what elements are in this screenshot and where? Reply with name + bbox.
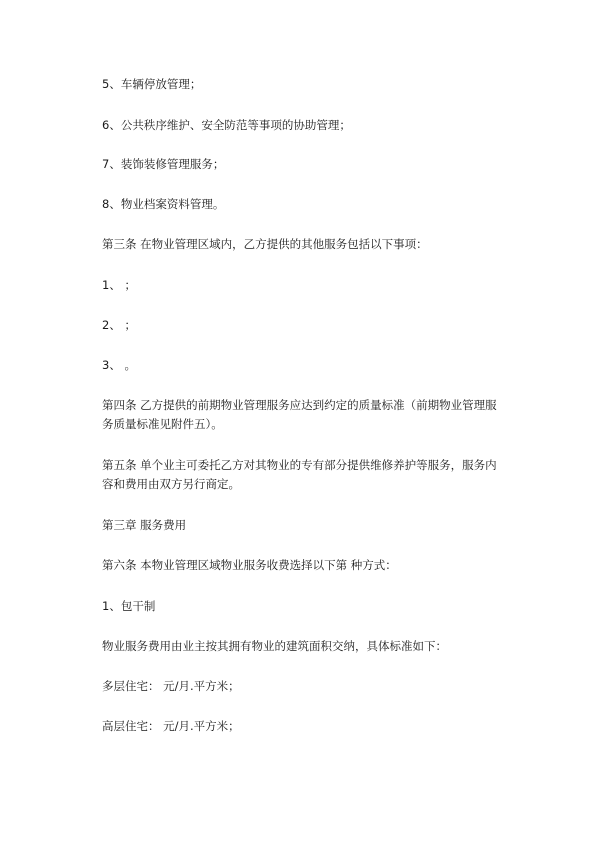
fee-multi-storey: 多层住宅： 元/月.平方米； [102, 679, 240, 693]
blank-item-2: 2、 ； [102, 318, 136, 332]
article-4: 第四条 乙方提供的前期物业管理服务应达到约定的质量标准（前期物业管理服务质量标准见附件五）。 [102, 398, 497, 431]
article-5: 第五条 单个业主可委托乙方对其物业的专有部分提供维修养护等服务，服务内容和费用由双方另行商定。 [102, 458, 497, 491]
blank-item-3: 3、 。 [102, 358, 136, 372]
blank-item-1: 1、 ； [102, 278, 136, 292]
paragraph-item-6: 6、公共秩序维护、安全防范等事项的协助管理； [102, 118, 351, 132]
fee-high-rise: 高层住宅： 元/月.平方米； [102, 719, 240, 733]
paragraph-item-7: 7、装饰装修管理服务； [102, 157, 225, 171]
chapter-3-heading: 第三章 服务费用 [102, 518, 187, 532]
paragraph-item-8: 8、物业档案资料管理。 [102, 197, 225, 211]
article-3: 第三条 在物业管理区域内，乙方提供的其他服务包括以下事项： [102, 237, 428, 251]
paragraph-item-5: 5、车辆停放管理； [102, 77, 202, 91]
fee-option-1: 1、包干制 [102, 599, 156, 613]
fee-description: 物业服务费用由业主按其拥有物业的建筑面积交纳，具体标准如下： [102, 639, 447, 653]
article-6: 第六条 本物业管理区域物业服务收费选择以下第 种方式： [102, 558, 397, 572]
